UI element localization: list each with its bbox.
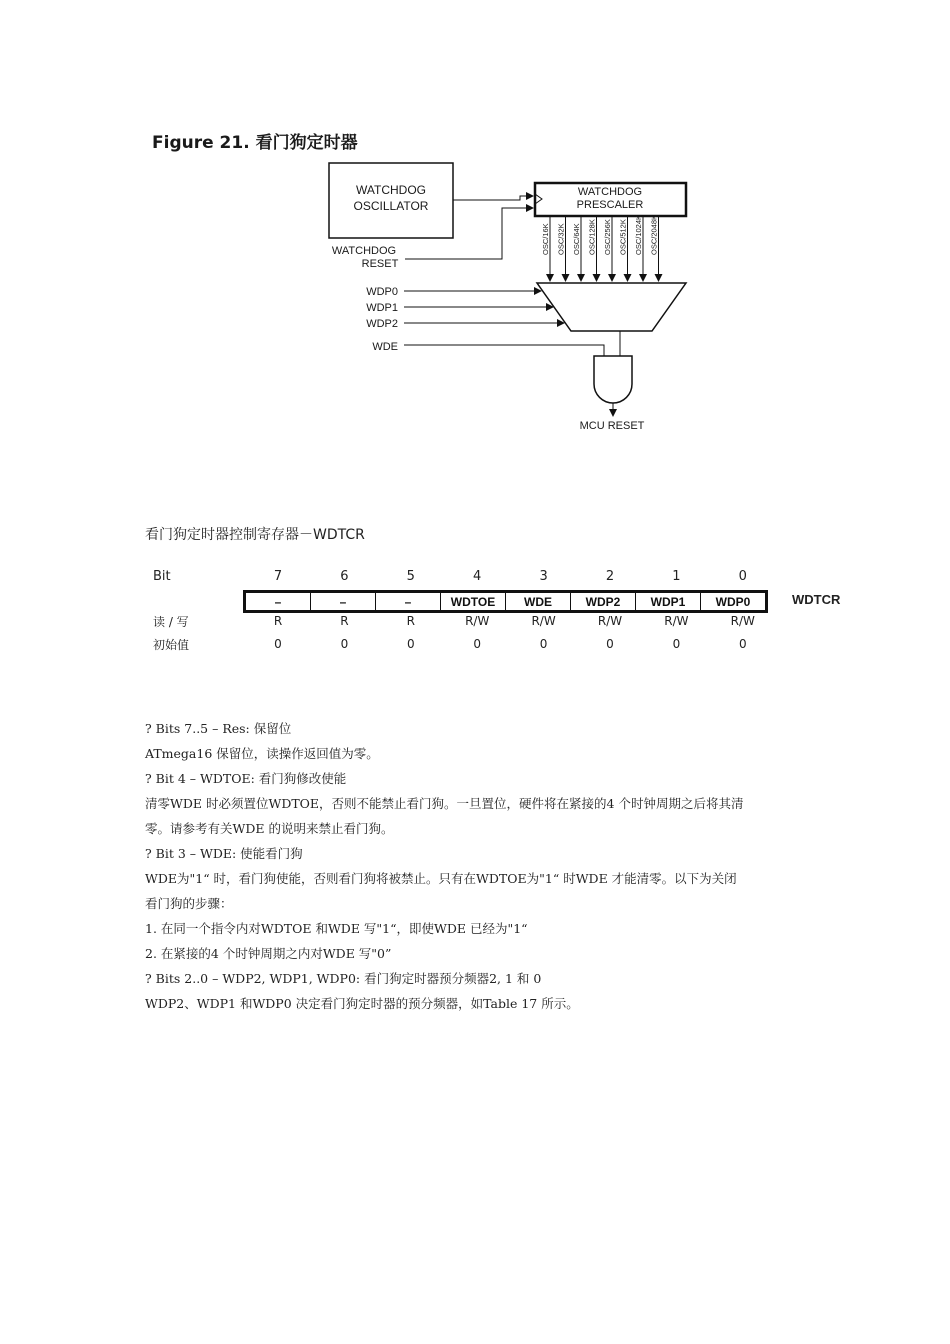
initial-value: 0 xyxy=(539,637,548,651)
register-field: – xyxy=(376,592,441,612)
body-text-line: 2. 在紧接的4 个时钟周期之内对WDE 写"0” xyxy=(145,946,392,961)
register-table xyxy=(243,590,768,613)
body-text-line: WDP2、WDP1 和WDP0 决定看门狗定时器的预分频器，如Table 17 所示。 xyxy=(145,996,579,1011)
bit-number: 6 xyxy=(340,569,349,584)
wdp2-label: WDP2 xyxy=(366,318,398,330)
osc-to-prescaler-wire xyxy=(453,196,533,200)
tap-label: OSC/512K xyxy=(618,219,628,255)
initial-value: 0 xyxy=(406,637,415,651)
bit-number: 4 xyxy=(473,569,482,584)
register-field: WDP1 xyxy=(636,592,701,612)
register-field: WDP0 xyxy=(701,592,767,612)
init-row-label: 初始值 xyxy=(153,638,190,652)
multiplexer xyxy=(537,283,686,331)
body-text-line: 零。请参考有关WDE 的说明来禁止看门狗。 xyxy=(145,821,394,836)
watchdog-diagram xyxy=(0,0,950,470)
initial-value: 0 xyxy=(672,637,681,651)
access-value: R/W xyxy=(597,614,623,628)
tap-label: OSC/128K xyxy=(587,219,597,255)
wde-label: WDE xyxy=(372,341,398,353)
body-text-line: ? Bit 3 – WDE: 使能看门狗 xyxy=(145,846,303,861)
access-value: R xyxy=(340,614,349,628)
tap-label: OSC/16K xyxy=(541,223,550,255)
initial-value: 0 xyxy=(274,637,282,651)
initial-value: 0 xyxy=(473,637,481,651)
body-text-line: WDE为"1“ 时，看门狗使能，否则看门狗将被禁止。只有在WDTOE为"1“ 时WDE 才能清零。以下为关闭 xyxy=(145,871,737,886)
body-text-line: 1. 在同一个指令内对WDTOE 和WDE 写"1“，即使WDE 已经为"1“ xyxy=(145,921,528,936)
body-text-line: 看门狗的步骤： xyxy=(145,896,233,911)
register-field: WDE xyxy=(506,592,571,612)
initial-value: 0 xyxy=(738,637,747,651)
register-field: – xyxy=(245,592,311,612)
bit-number: 3 xyxy=(539,569,548,584)
oscillator-label-2: OSCILLATOR xyxy=(353,199,429,213)
body-text-line: ? Bits 7..5 – Res: 保留位 xyxy=(145,721,292,736)
access-value: R xyxy=(406,614,415,628)
access-value: R/W xyxy=(664,614,689,628)
access-value: R/W xyxy=(730,614,755,628)
tap-label: OSC/256K xyxy=(603,219,612,255)
mcu-reset-label: MCU RESET xyxy=(579,420,645,432)
initial-value: 0 xyxy=(606,637,614,651)
wdp1-label: WDP1 xyxy=(366,302,398,314)
register-field: – xyxy=(311,592,376,612)
access-value: R/W xyxy=(465,614,490,628)
register-name: WDTCR xyxy=(792,592,841,607)
tap-label: OSC/64K xyxy=(572,223,581,255)
access-value: R/W xyxy=(531,614,556,628)
bit-number: 0 xyxy=(738,569,747,584)
tap-label: OSC/32K xyxy=(556,223,566,255)
rw-row-label: 读 / 写 xyxy=(153,615,189,629)
body-text-line: ? Bits 2..0 – WDP2, WDP1, WDP0: 看门狗定时器预分频器2, 1 和 0 xyxy=(145,971,542,986)
reset-label-2: RESET xyxy=(361,258,399,270)
body-text-line: ? Bit 4 – WDTOE: 看门狗修改使能 xyxy=(145,771,347,786)
reset-label-1: WATCHDOG xyxy=(331,245,397,257)
tap-label: OSC/1024K xyxy=(634,214,643,255)
section-title: 看门狗定时器控制寄存器－WDTCR xyxy=(145,527,365,543)
bit-number: 7 xyxy=(273,569,283,584)
bit-row-label: Bit xyxy=(153,569,171,584)
prescaler-label-1: WATCHDOG xyxy=(577,186,643,198)
figure-title: Figure 21. 看门狗定时器 xyxy=(152,133,358,153)
bit-number: 2 xyxy=(605,569,615,584)
prescaler-label-2: PRESCALER xyxy=(576,199,644,211)
initial-value: 0 xyxy=(340,637,349,651)
bit-number: 5 xyxy=(406,569,415,584)
wde-wire xyxy=(404,345,604,356)
wdp0-label: WDP0 xyxy=(366,286,398,298)
register-field: WDP2 xyxy=(571,592,636,612)
access-value: R xyxy=(273,614,283,628)
and-gate xyxy=(594,356,632,403)
register-field: WDTOE xyxy=(441,592,506,612)
oscillator-label-1: WATCHDOG xyxy=(356,183,426,197)
body-text-line: ATmega16 保留位，读操作返回值为零。 xyxy=(145,746,379,761)
bit-number: 1 xyxy=(672,569,681,584)
body-text-line: 清零WDE 时必须置位WDTOE，否则不能禁止看门狗。一旦置位，硬件将在紧接的4 个时钟周期之后将其清 xyxy=(145,796,744,811)
tap-label: OSC/2048K xyxy=(649,214,659,255)
